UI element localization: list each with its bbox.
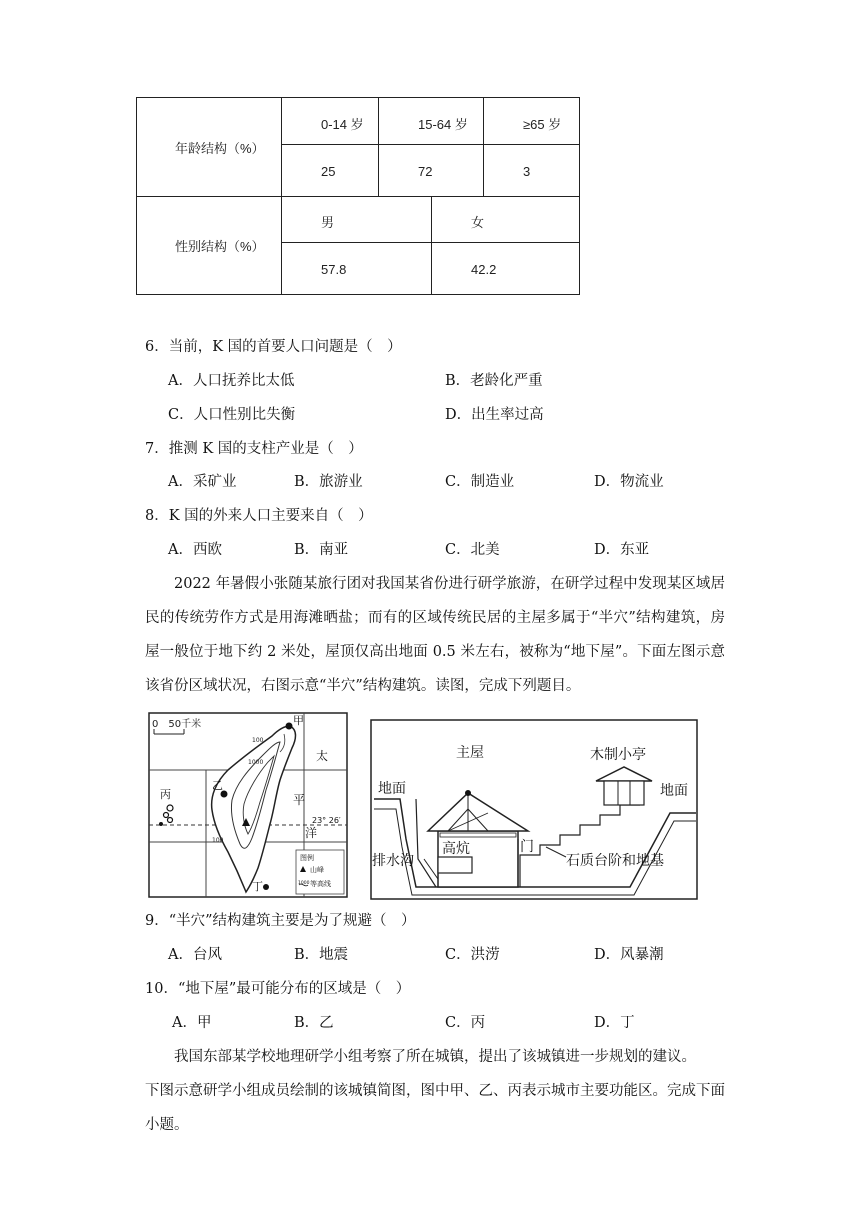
- question-7-stem: 7．推测 K 国的支柱产业是（ ）: [145, 441, 363, 457]
- sex-value-female: 42.2: [471, 262, 497, 277]
- question-10-option-b[interactable]: B．乙: [294, 1015, 334, 1031]
- point-jia-marker: [286, 723, 293, 730]
- question-6-stem: 6．当前，K 国的首要人口问题是（ ）: [145, 339, 402, 355]
- point-jia-label: 甲: [293, 714, 304, 727]
- island-marker: [159, 822, 163, 826]
- legend-peak-label: 山峰: [310, 866, 324, 874]
- legend-contour-value: 1000: [298, 881, 310, 886]
- row-label-sex: 性别结构（%）: [175, 239, 265, 254]
- question-6-option-a[interactable]: A．人口抚养比太低: [168, 373, 295, 389]
- label-drain: 排水沟: [372, 853, 414, 869]
- label-door: 门: [520, 839, 534, 855]
- age-header-0-14: 0-14 岁: [321, 117, 364, 132]
- sex-value-male: 57.8: [321, 262, 347, 277]
- question-10-option-c[interactable]: C．丙: [445, 1015, 486, 1031]
- label-ground-right: 地面: [660, 783, 688, 799]
- point-bing-label: 丙: [160, 788, 171, 801]
- region-map: [148, 712, 348, 898]
- contour-label: 100: [212, 837, 224, 844]
- question-7-option-d[interactable]: D．物流业: [594, 474, 664, 490]
- age-header-65plus: ≥65 岁: [523, 117, 562, 132]
- question-10-option-a[interactable]: A．甲: [172, 1015, 212, 1031]
- point-yi-label: 乙: [212, 779, 223, 792]
- label-steps: 石质台阶和地基: [566, 853, 664, 869]
- question-6-option-b[interactable]: B．老龄化严重: [445, 373, 543, 389]
- row-label-age: 年龄结构（%）: [175, 141, 265, 156]
- point-ding-marker: [263, 884, 269, 890]
- age-value-65plus: 3: [523, 164, 531, 179]
- question-6-option-d[interactable]: D．出生率过高: [445, 407, 544, 423]
- passage-study-trip: 2022 年暑假小张随某旅行团对我国某省份进行研学旅游，在研学过程中发现某区域居民的传统劳作方式是用海滩晒盐；而有的区域传统民居的主屋多属于“半穴”结构建筑，房屋一般位于地下约 2 米处，屋顶仅高出地面 0.5 米左右，被称为“地下屋”。下面左图示意该省份区域状况，右图示意“半穴”结构建筑。读图，完成下列题目。: [145, 576, 725, 694]
- table-line: [431, 196, 432, 294]
- ocean-label: 平: [293, 793, 306, 807]
- kang-platform: [438, 857, 472, 873]
- age-value-0-14: 25: [321, 164, 336, 179]
- passage-town-planning-line1: 我国东部某学校地理研学小组考察了所在城镇，提出了该城镇进一步规划的建议。: [174, 1049, 696, 1065]
- ocean-label: 太: [316, 749, 329, 763]
- table-line: [483, 98, 484, 196]
- question-8-option-c[interactable]: C．北美: [445, 542, 500, 558]
- question-9-option-d[interactable]: D．风暴潮: [594, 947, 664, 963]
- scale-label: 0 50千米: [152, 719, 202, 730]
- question-8-stem: 8．K 国的外来人口主要来自（ ）: [145, 508, 373, 524]
- question-9-option-c[interactable]: C．洪涝: [445, 947, 500, 963]
- roof-apex: [465, 790, 471, 796]
- table-line: [378, 98, 379, 196]
- contour-label: 1000: [248, 759, 264, 766]
- population-table: [136, 97, 580, 295]
- legend-contour-label: 等高线: [310, 880, 331, 888]
- question-8-option-b[interactable]: B．南亚: [294, 542, 349, 558]
- latitude-label: 23° 26′: [312, 816, 341, 825]
- label-pavilion: 木制小亭: [590, 747, 646, 763]
- question-7-option-a[interactable]: A．采矿业: [168, 474, 237, 490]
- table-line: [282, 144, 579, 145]
- contour-label: 100: [252, 737, 264, 744]
- question-7-option-c[interactable]: C．制造业: [445, 474, 515, 490]
- question-9-option-a[interactable]: A．台风: [168, 947, 222, 963]
- legend-title: 图例: [300, 854, 314, 862]
- passage-town-planning: [145, 1040, 725, 1142]
- question-6-option-c[interactable]: C．人口性别比失衡: [168, 407, 296, 423]
- question-7-option-b[interactable]: B．旅游业: [294, 474, 363, 490]
- passage-town-planning-rest: 下图示意研学小组成员绘制的该城镇简图，图中甲、乙、丙表示城市主要功能区。完成下面小题。: [145, 1083, 725, 1133]
- label-main-house: 主屋: [456, 745, 484, 761]
- question-8-option-d[interactable]: D．东亚: [594, 542, 650, 558]
- question-10-stem: 10．“地下屋”最可能分布的区域是（ ）: [145, 981, 411, 997]
- sex-header-male: 男: [321, 215, 335, 230]
- ocean-label: 洋: [305, 826, 318, 840]
- age-header-15-64: 15-64 岁: [418, 117, 468, 132]
- label-kang: 高炕: [442, 841, 470, 857]
- question-8-option-a[interactable]: A．西欧: [168, 542, 222, 558]
- label-ground-left: 地面: [378, 781, 406, 797]
- sex-header-female: 女: [471, 215, 485, 230]
- question-9-stem: 9．“半穴”结构建筑主要是为了规避（ ）: [145, 913, 416, 929]
- question-9-option-b[interactable]: B．地震: [294, 947, 349, 963]
- point-ding-label: 丁: [252, 880, 263, 893]
- table-line: [281, 98, 282, 294]
- half-cave-house-diagram: [370, 719, 698, 900]
- age-value-15-64: 72: [418, 164, 433, 179]
- map-legend: [296, 850, 344, 894]
- question-10-option-d[interactable]: D．丁: [594, 1015, 635, 1031]
- table-line: [137, 196, 579, 197]
